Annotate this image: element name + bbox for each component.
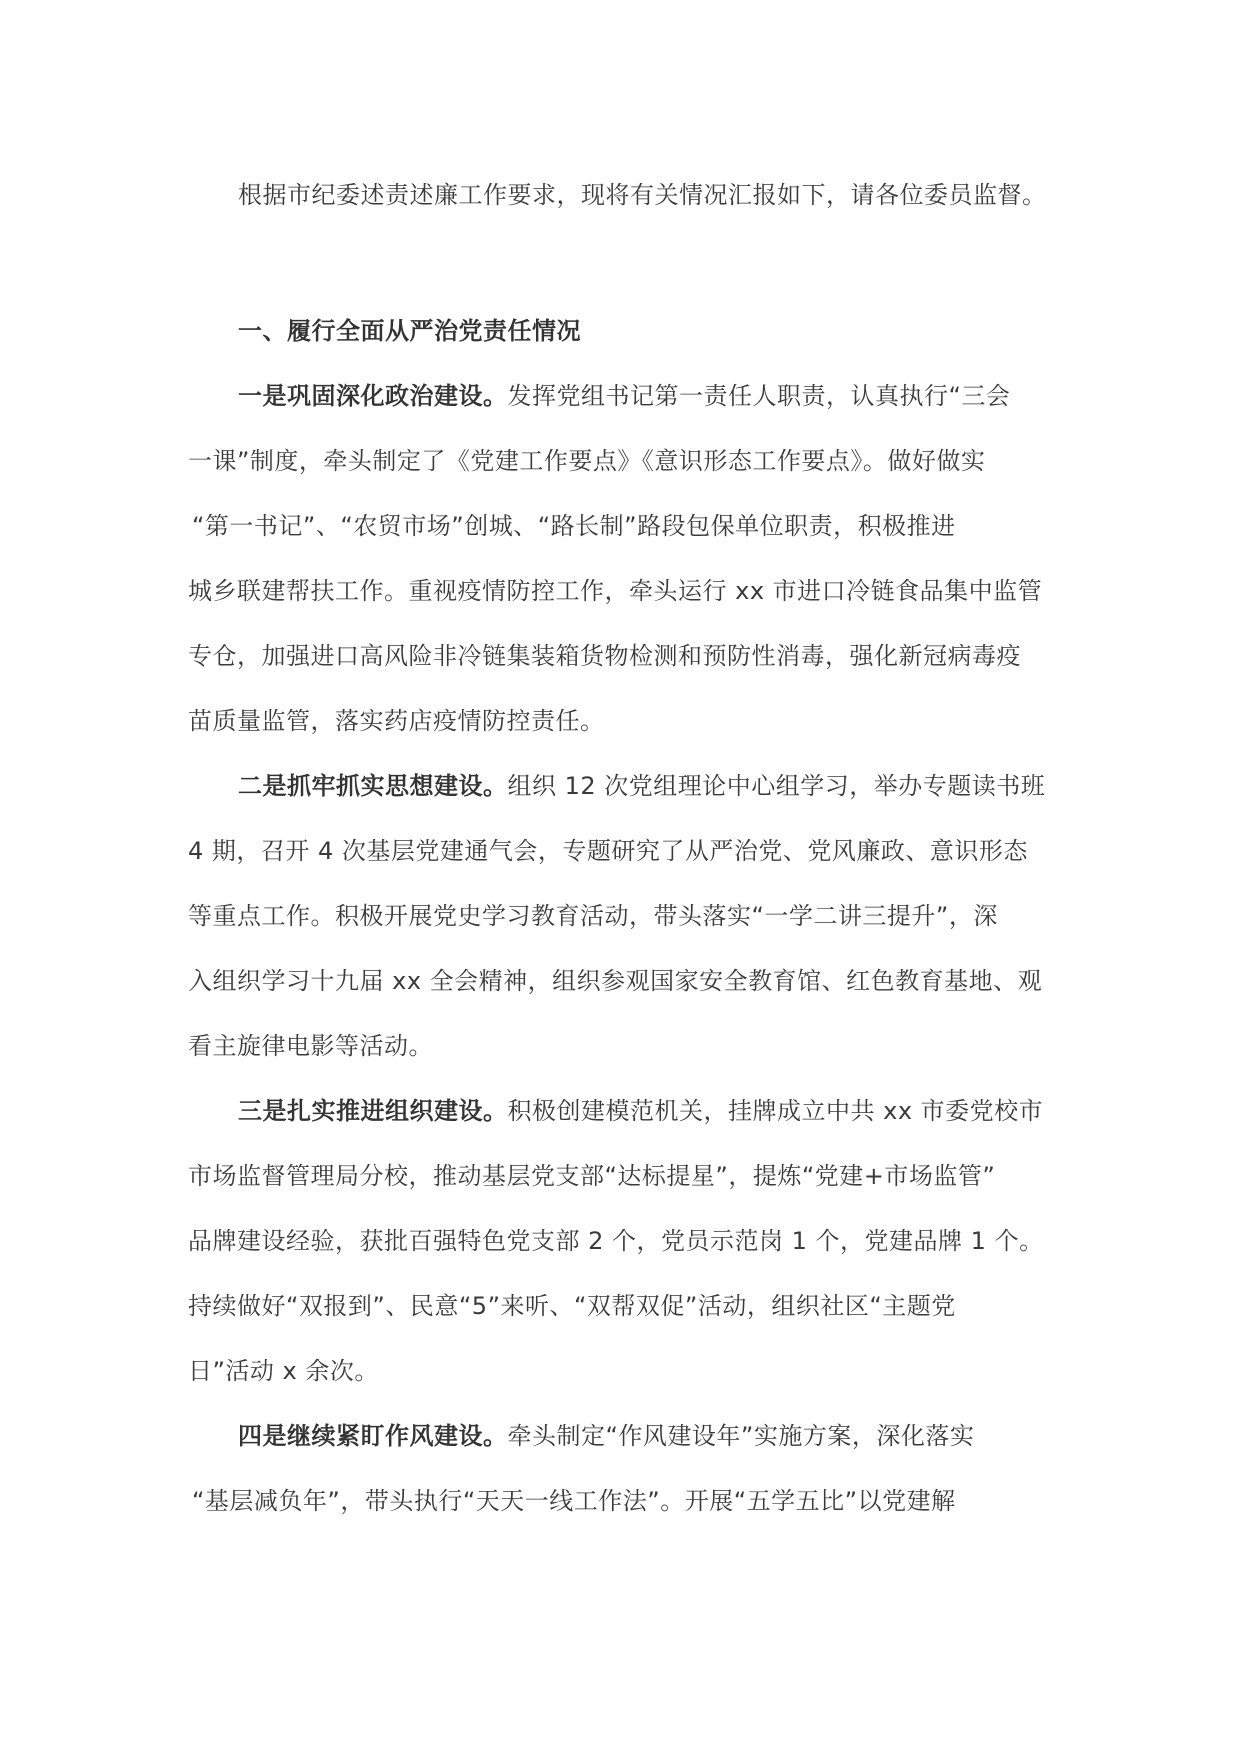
- paragraph-text: 看主旋律电影等活动。: [188, 1032, 433, 1060]
- paragraph-text: 市场监督管理局分校，推动基层党支部“达标提星”，提炼“党建+市场监管”: [188, 1162, 996, 1190]
- paragraph-organizational-construction: [238, 1096, 1043, 1126]
- paragraph-work-style-construction: [238, 1421, 974, 1451]
- paragraph-text: 城乡联建帮扶工作。重视疫情防控工作，牵头运行 xx 市进口冷链食品集中监管: [188, 577, 1043, 605]
- intro-paragraph: [238, 180, 1047, 210]
- paragraph-ideological-construction: [238, 771, 1045, 801]
- paragraph-line: [188, 446, 985, 476]
- paragraph-line: [188, 1291, 956, 1321]
- paragraph-text: 4 期，召开 4 次基层党建通气会，专题研究了从严治党、党风廉政、意识形态: [188, 837, 1028, 865]
- paragraph-line: [188, 1356, 379, 1386]
- paragraph-line: [188, 1031, 433, 1061]
- paragraph-lead: 一是巩固深化政治建设。: [238, 382, 508, 410]
- paragraph-text: 品牌建设经验，获批百强特色党支部 2 个，党员示范岗 1 个，党建品牌 1 个。: [188, 1227, 1044, 1255]
- paragraph-text: “第一书记”、“农贸市场”创城、“路长制”路段包保单位职责，积极推进: [192, 512, 956, 540]
- paragraph-lead: 三是扎实推进组织建设。: [238, 1097, 508, 1125]
- paragraph-line: [192, 511, 956, 541]
- paragraph-line: [188, 966, 1042, 996]
- paragraph-text: 牵头制定“作风建设年”实施方案，深化落实: [507, 1422, 975, 1450]
- paragraph-lead: 四是继续紧盯作风建设。: [238, 1422, 508, 1450]
- paragraph-text: 专仓，加强进口高风险非冷链集装箱货物检测和预防性消毒，强化新冠病毒疫: [188, 642, 1021, 670]
- paragraph-text: 一课”制度，牵头制定了《党建工作要点》《意识形态工作要点》。做好做实: [188, 447, 986, 475]
- paragraph-text: “基层减负年”，带头执行“天天一线工作法”。开展“五学五比”以党建解: [192, 1487, 956, 1515]
- paragraph-text: 苗质量监管，落实药店疫情防控责任。: [188, 707, 605, 735]
- paragraph-line: [188, 576, 1042, 606]
- paragraph-text: 日”活动 x 余次。: [188, 1357, 379, 1385]
- paragraph-line: [188, 1161, 995, 1191]
- paragraph-text: 等重点工作。积极开展党史学习教育活动，带头落实“一学二讲三提升”，深: [188, 902, 998, 930]
- paragraph-lead: 二是抓牢抓实思想建设。: [238, 772, 508, 800]
- paragraph-line: [188, 1226, 1044, 1256]
- section-heading-text: 一、履行全面从严治党责任情况: [238, 317, 581, 345]
- paragraph-line: [188, 641, 1021, 671]
- paragraph-text: 积极创建模范机关，挂牌成立中共 xx 市委党校市: [507, 1097, 1044, 1125]
- paragraph-text: 组织 12 次党组理论中心组学习，举办专题读书班: [507, 772, 1046, 800]
- paragraph-line: [188, 836, 1028, 866]
- paragraph-text: 发挥党组书记第一责任人职责，认真执行“三会: [507, 382, 1011, 410]
- paragraph-line: [188, 901, 998, 931]
- intro-text: 根据市纪委述责述廉工作要求，现将有关情况汇报如下，请各位委员监督。: [238, 181, 1047, 209]
- paragraph-line: [192, 1486, 956, 1516]
- section-heading: [238, 316, 581, 346]
- paragraph-text: 入组织学习十九届 xx 全会精神，组织参观国家安全教育馆、红色教育基地、观: [188, 967, 1043, 995]
- paragraph-line: [188, 706, 605, 736]
- paragraph-text: 持续做好“双报到”、民意“5”来听、“双帮双促”活动，组织社区“主题党: [188, 1292, 956, 1320]
- paragraph-political-construction: [238, 381, 1010, 411]
